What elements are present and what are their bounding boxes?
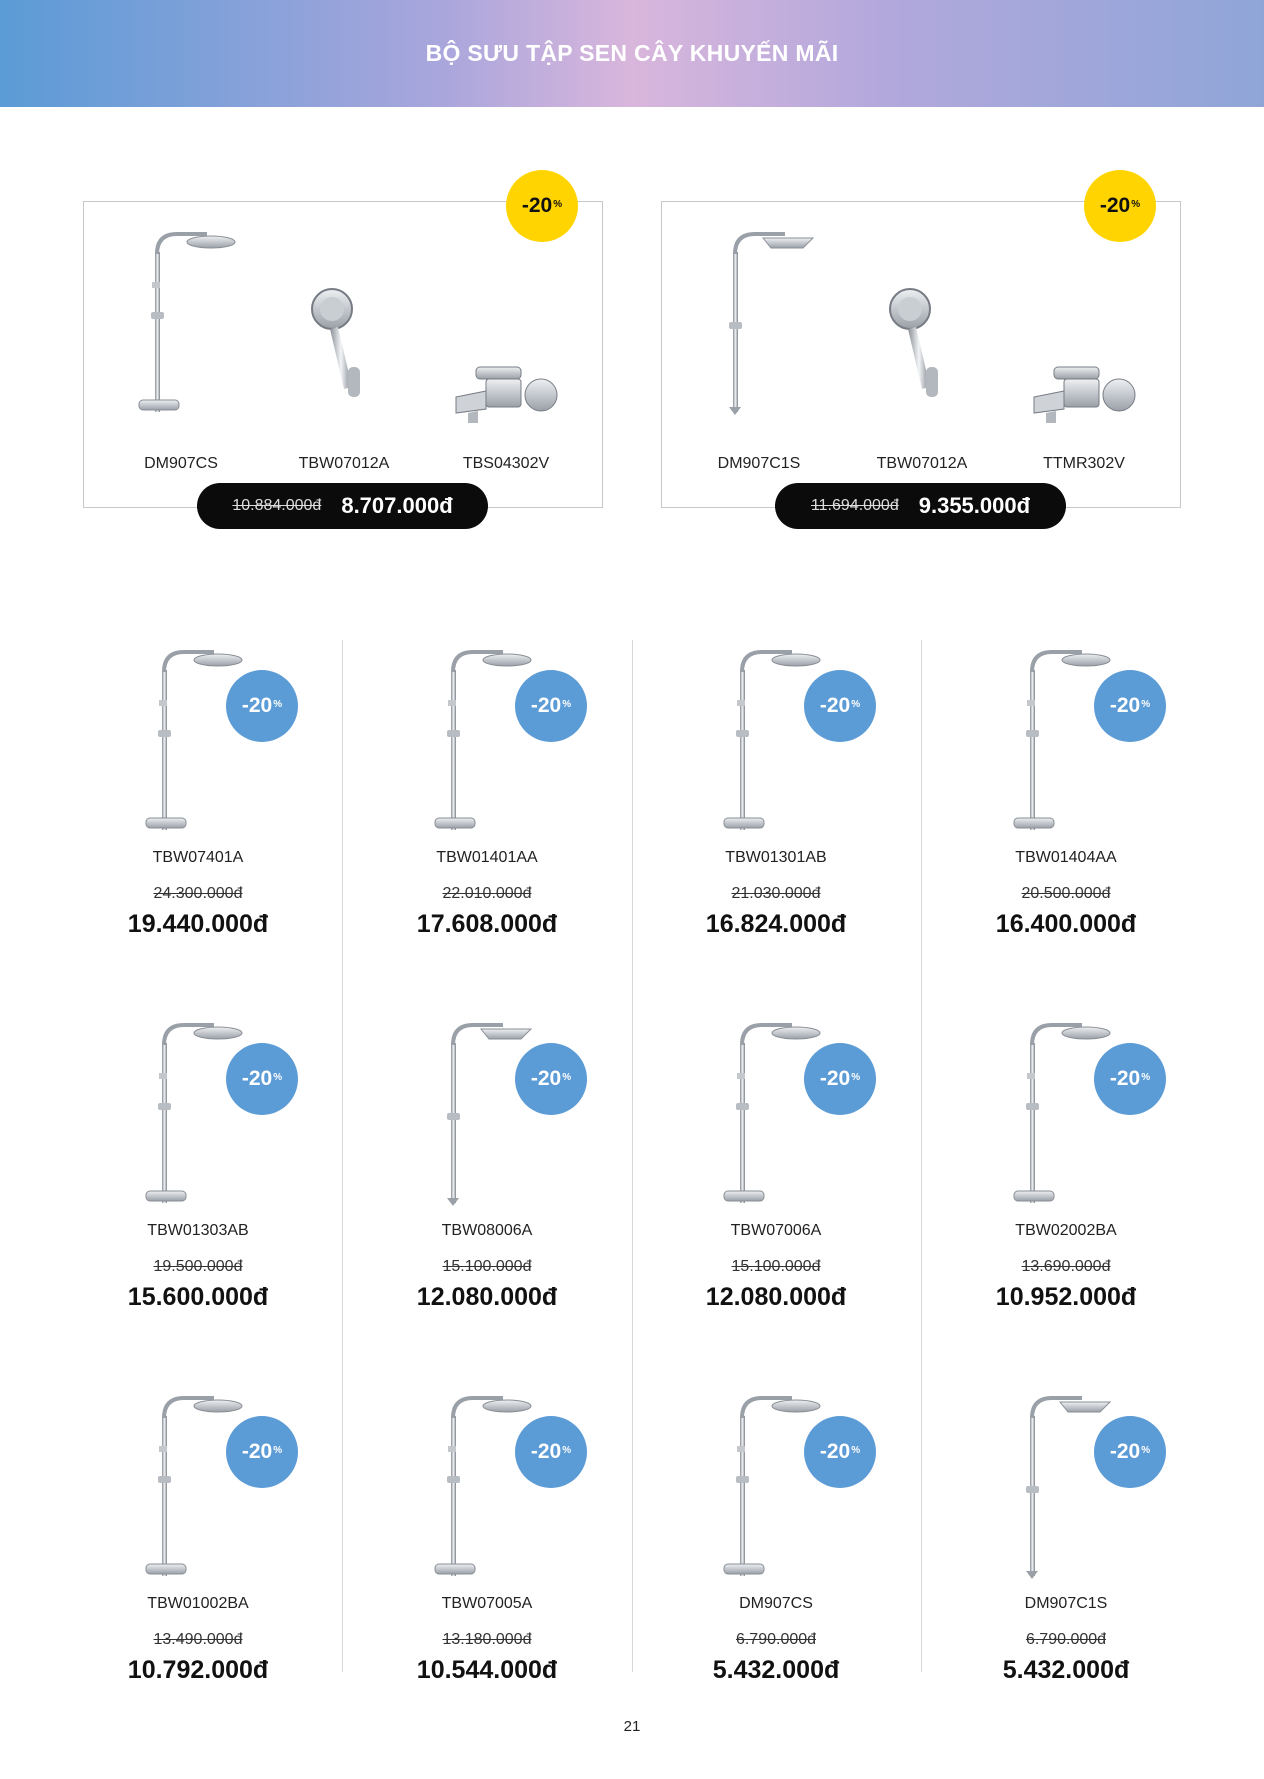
product-code: TBW01002BA — [147, 1595, 249, 1612]
discount-unit: % — [1141, 1071, 1151, 1083]
combo-item-code: DM907CS — [144, 455, 218, 472]
handshower-image — [882, 287, 962, 417]
discount-badge — [226, 1416, 298, 1488]
faucet-image — [446, 347, 566, 427]
discount-badge — [804, 1416, 876, 1488]
discount-unit: % — [851, 1071, 861, 1083]
product-card[interactable] — [387, 1386, 676, 1758]
discount-value: -20 — [530, 694, 562, 717]
new-price: 9.355.000đ — [918, 493, 1031, 518]
product-code: TBW01303AB — [147, 1222, 249, 1239]
header-banner — [0, 0, 1264, 107]
product-code: TBW07401A — [152, 849, 244, 866]
product-card[interactable] — [676, 1386, 965, 1758]
discount-value: -20 — [241, 1067, 273, 1090]
shower-column-image — [128, 1386, 248, 1581]
discount-unit: % — [1141, 1444, 1151, 1456]
discount-value: -20 — [1109, 1067, 1141, 1090]
discount-unit: % — [273, 1444, 283, 1456]
new-price: 19.440.000đ — [127, 910, 269, 938]
shower-column-image — [706, 640, 826, 835]
product-code: TBW01401AA — [436, 849, 538, 866]
page-number: 21 — [623, 1718, 641, 1735]
discount-unit: % — [851, 1444, 861, 1456]
product-card[interactable] — [676, 1013, 965, 1385]
product-code: DM907CS — [739, 1595, 813, 1612]
shower-column-image — [128, 640, 248, 835]
combo-item-code: TTMR302V — [1043, 455, 1125, 472]
discount-value: -20 — [521, 194, 553, 217]
shower-column-image — [996, 1386, 1116, 1581]
product-code: TBW02002BA — [1015, 1222, 1117, 1239]
shower-column-image — [128, 1013, 248, 1208]
combo-item-code: TBS04302V — [462, 455, 550, 472]
discount-unit: % — [1141, 698, 1151, 710]
old-price: 6.790.000đ — [1025, 1631, 1107, 1648]
old-price: 13.180.000đ — [442, 1631, 532, 1648]
page-title: BỘ SƯU TẬP SEN CÂY KHUYẾN MÃI — [425, 40, 839, 66]
product-card[interactable] — [676, 640, 965, 1012]
product-card[interactable] — [98, 1386, 387, 1758]
product-card[interactable] — [966, 1013, 1255, 1385]
faucet-image — [1024, 347, 1144, 427]
shower-column-image — [706, 1386, 826, 1581]
discount-badge — [226, 1043, 298, 1115]
combo-item-code: TBW07012A — [298, 455, 390, 472]
combo-item-handshower[interactable] — [837, 222, 1007, 472]
old-price: 24.300.000đ — [153, 885, 243, 902]
product-code: TBW07006A — [730, 1222, 822, 1239]
discount-badge — [1094, 1043, 1166, 1115]
new-price: 10.792.000đ — [127, 1656, 269, 1684]
discount-unit: % — [273, 698, 283, 710]
new-price: 10.544.000đ — [416, 1656, 558, 1684]
combo-set-1[interactable] — [83, 194, 603, 518]
discount-badge — [515, 1416, 587, 1488]
old-price: 19.500.000đ — [153, 1258, 243, 1275]
combo-item-code: DM907C1S — [717, 455, 801, 472]
old-price: 15.100.000đ — [442, 1258, 532, 1275]
new-price: 10.952.000đ — [995, 1283, 1137, 1311]
old-price: 22.010.000đ — [442, 885, 532, 902]
discount-value: -20 — [1109, 1440, 1141, 1463]
old-price: 11.694.000đ — [810, 497, 899, 514]
discount-value: -20 — [819, 694, 851, 717]
discount-unit: % — [273, 1071, 283, 1083]
combo-price-bar — [775, 483, 1066, 529]
discount-value: -20 — [241, 1440, 273, 1463]
product-code: TBW08006A — [441, 1222, 533, 1239]
new-price: 15.600.000đ — [127, 1283, 269, 1311]
discount-unit: % — [851, 698, 861, 710]
old-price: 20.500.000đ — [1021, 885, 1111, 902]
shower-column-image — [417, 1013, 537, 1208]
shower-column-image — [699, 222, 819, 417]
shower-column-image — [417, 640, 537, 835]
new-price: 12.080.000đ — [705, 1283, 847, 1311]
shower-column-image — [996, 640, 1116, 835]
product-code: TBW01301AB — [725, 849, 827, 866]
product-card[interactable] — [387, 640, 676, 1012]
discount-badge — [515, 670, 587, 742]
product-code: TBW01404AA — [1015, 849, 1117, 866]
discount-unit: % — [562, 698, 572, 710]
new-price: 8.707.000đ — [341, 493, 453, 518]
old-price: 15.100.000đ — [731, 1258, 821, 1275]
combo-item-code: TBW07012A — [876, 455, 968, 472]
new-price: 5.432.000đ — [1002, 1656, 1130, 1684]
discount-unit: % — [553, 198, 563, 210]
old-price: 6.790.000đ — [735, 1631, 817, 1648]
discount-value: -20 — [819, 1067, 851, 1090]
discount-badge — [226, 670, 298, 742]
combo-item-shower-column[interactable] — [674, 222, 844, 472]
product-card[interactable] — [98, 1013, 387, 1385]
discount-badge — [515, 1043, 587, 1115]
new-price: 16.400.000đ — [995, 910, 1137, 938]
shower-column-image — [996, 1013, 1116, 1208]
combo-item-faucet[interactable] — [999, 222, 1169, 472]
discount-badge — [1094, 1416, 1166, 1488]
shower-column-image — [121, 222, 241, 417]
combo-item-handshower[interactable] — [259, 222, 429, 472]
discount-badge — [1094, 670, 1166, 742]
discount-unit: % — [562, 1444, 572, 1456]
shower-column-image — [706, 1013, 826, 1208]
discount-unit: % — [1131, 198, 1141, 210]
combo-price-bar — [197, 483, 488, 529]
product-card[interactable] — [387, 1013, 676, 1385]
product-card[interactable] — [966, 1386, 1255, 1758]
discount-value: -20 — [530, 1440, 562, 1463]
handshower-image — [304, 287, 384, 417]
old-price: 10.884.000đ — [232, 497, 322, 514]
product-code: TBW07005A — [441, 1595, 533, 1612]
discount-value: -20 — [530, 1067, 562, 1090]
shower-column-image — [417, 1386, 537, 1581]
combo-set-2[interactable] — [661, 194, 1181, 518]
product-card[interactable] — [98, 640, 387, 1012]
discount-value: -20 — [241, 694, 273, 717]
product-card[interactable] — [966, 640, 1255, 1012]
discount-unit: % — [562, 1071, 572, 1083]
discount-value: -20 — [1099, 194, 1131, 217]
discount-value: -20 — [819, 1440, 851, 1463]
new-price: 17.608.000đ — [416, 910, 558, 938]
product-code: DM907C1S — [1024, 1595, 1108, 1612]
new-price: 16.824.000đ — [705, 910, 847, 938]
discount-badge — [804, 670, 876, 742]
old-price: 13.690.000đ — [1021, 1258, 1111, 1275]
combo-item-faucet[interactable] — [421, 222, 591, 472]
old-price: 21.030.000đ — [731, 885, 821, 902]
new-price: 12.080.000đ — [416, 1283, 558, 1311]
combo-item-shower-column[interactable] — [96, 222, 266, 472]
discount-badge — [804, 1043, 876, 1115]
new-price: 5.432.000đ — [712, 1656, 840, 1684]
old-price: 13.490.000đ — [153, 1631, 243, 1648]
discount-value: -20 — [1109, 694, 1141, 717]
